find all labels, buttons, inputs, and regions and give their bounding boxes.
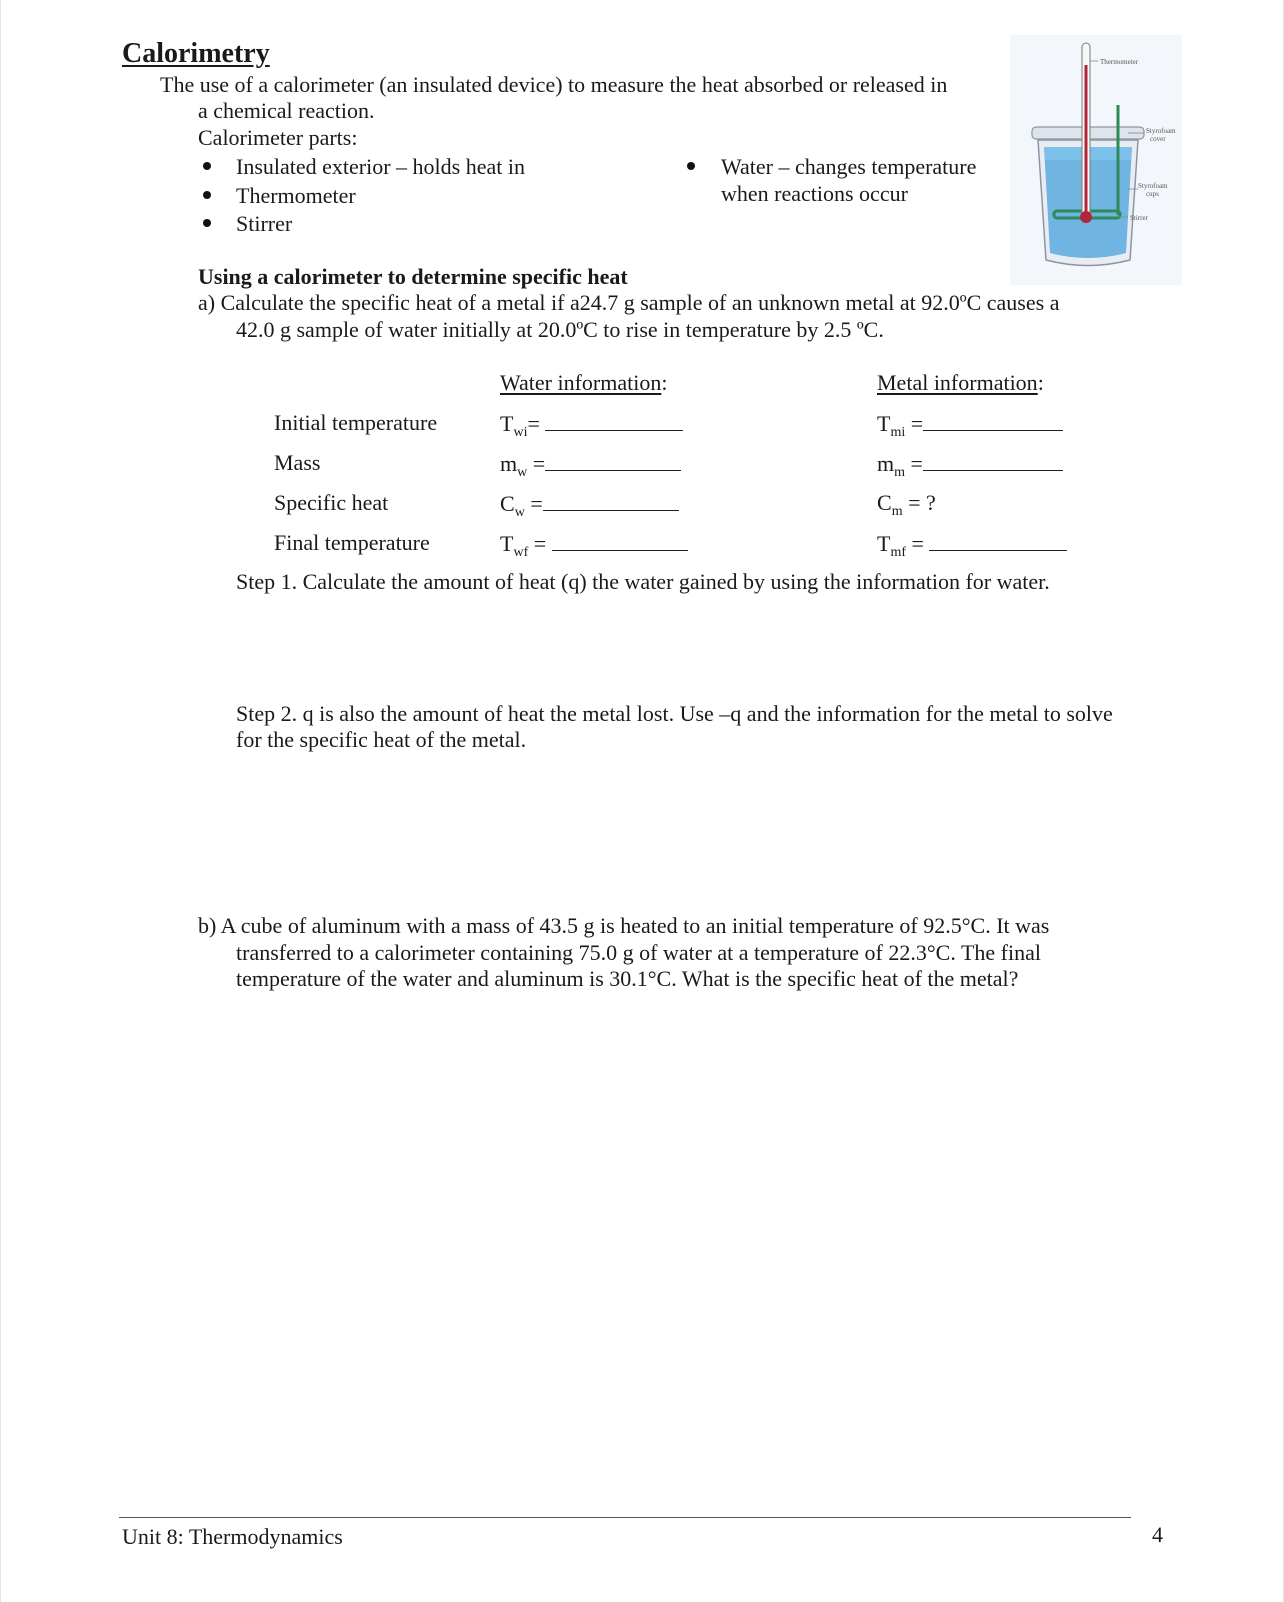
row-label-mass: Mass [274, 450, 321, 475]
footer-unit: Unit 8: Thermodynamics [122, 1524, 343, 1549]
row-label-initial-temperature: Initial temperature [274, 410, 438, 435]
definition-line-1: The use of a calorimeter (an insulated device) to measure the heat absorbed or released in [160, 72, 948, 97]
problem-a-line-1: a) Calculate the specific heat of a metal if a24.7 g sample of an unknown metal at 92.0ºC causes a [198, 290, 1060, 315]
problem-a-line-2: 42.0 g sample of water initially at 20.0ºC to rise in temperature by 2.5 ºC. [236, 317, 884, 342]
metal-specific-heat-field: $C_m$ = ? [877, 490, 936, 519]
answer-blank[interactable] [545, 410, 683, 431]
calorimeter-diagram [1010, 35, 1182, 285]
bullet-icon [203, 162, 211, 170]
parts-heading: Calorimeter parts: [198, 125, 358, 150]
cups-label-2: cups [1146, 190, 1159, 198]
page-number: 4 [1152, 1522, 1163, 1547]
answer-blank[interactable] [552, 530, 688, 551]
definition-line-2: a chemical reaction. [198, 98, 375, 123]
stirrer-label: Stirrer [1130, 214, 1148, 222]
step-2-line-1: Step 2. q is also the amount of heat the metal lost. Use –q and the information for the metal to solve [236, 701, 1113, 726]
footer-divider [119, 1517, 1131, 1518]
step-1: Step 1. Calculate the amount of heat (q) the water gained by using the information for water. [236, 569, 1050, 594]
bullet-icon [203, 191, 211, 199]
water-final-temp-field: $T_{wf}$ = [500, 530, 688, 566]
step-2-line-2: for the specific heat of the metal. [236, 727, 527, 752]
answer-blank[interactable] [923, 450, 1063, 471]
answer-blank[interactable] [543, 490, 679, 511]
water-info-header: Water information: [500, 370, 668, 395]
water-mass-field: $m_w$ = [500, 450, 681, 486]
answer-blank[interactable] [929, 530, 1067, 551]
page-title: Calorimetry [122, 38, 270, 69]
metal-final-temp-field: $T_{mf}$ = [877, 530, 1067, 566]
cover-label-2: cover [1150, 135, 1166, 143]
bullet-icon [687, 162, 695, 170]
part-item-water-line-2: when reactions occur [721, 181, 908, 206]
answer-blank[interactable] [923, 410, 1063, 431]
row-label-specific-heat: Specific heat [274, 490, 389, 515]
problem-b-line-2: transferred to a calorimeter containing 75.0 g of water at a temperature of 22.3°C. The final [236, 940, 1041, 965]
answer-blank[interactable] [545, 450, 681, 471]
part-item-water-line-1: Water – changes temperature [721, 154, 977, 179]
section-heading: Using a calorimeter to determine specific heat [198, 264, 628, 289]
part-item: Insulated exterior – holds heat in [236, 154, 525, 179]
problem-b-line-1: b) A cube of aluminum with a mass of 43.5 g is heated to an initial temperature of 92.5°C. It was [198, 913, 1050, 938]
problem-b-line-3: temperature of the water and aluminum is 30.1°C. What is the specific heat of the metal? [236, 966, 1019, 991]
cover-label-1: Styrofoam [1146, 127, 1176, 135]
bullet-icon [203, 219, 211, 227]
part-item: Stirrer [236, 211, 293, 236]
cups-label-1: Styrofoam [1138, 182, 1168, 190]
thermometer-label: Thermometer [1100, 58, 1139, 66]
metal-info-header: Metal information: [877, 370, 1044, 395]
row-label-final-temperature: Final temperature [274, 530, 430, 555]
metal-initial-temp-field: $T_{mi}$ = [877, 410, 1063, 446]
water-initial-temp-field: $T_{wi}=$ [500, 410, 683, 446]
water-specific-heat-field: $C_w$ = [500, 490, 679, 526]
metal-mass-field: $m_m$ = [877, 450, 1063, 486]
part-item: Thermometer [236, 183, 356, 208]
calorimeter-illustration [1010, 35, 1182, 285]
